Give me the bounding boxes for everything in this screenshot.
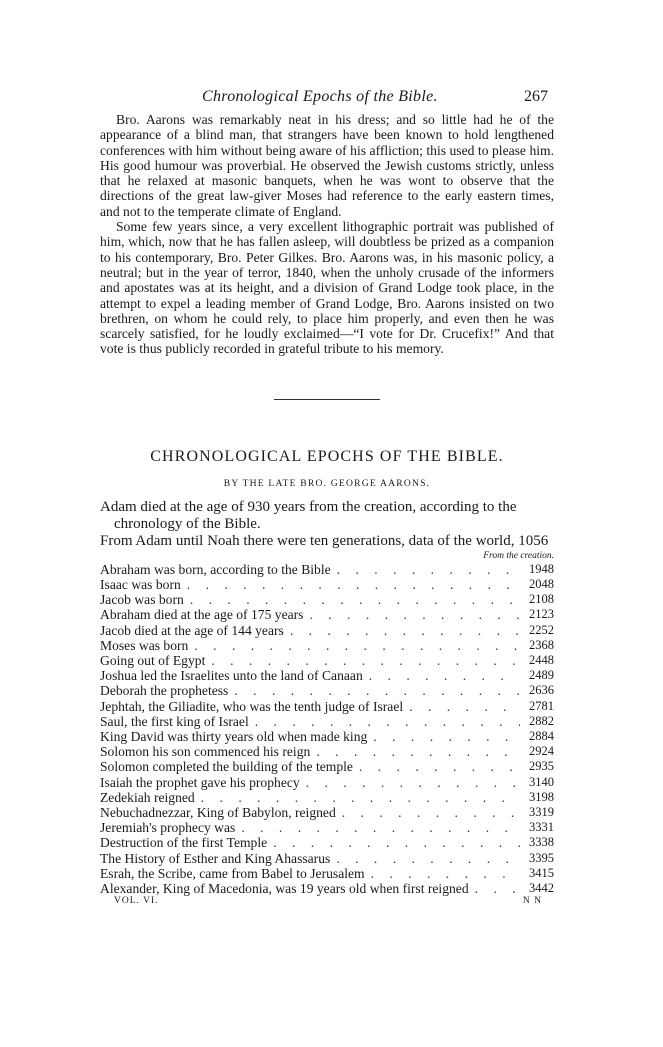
- dot-leader: [300, 775, 520, 790]
- paragraph: Bro. Aarons was remarkably neat in his dress; and so little had he of the appearance of a blind man, that strangers have been known to hold lengthened conferences with him without being aware of his affliction; this used to please him. His good humour was proverbial. He observed the Jewish customs strictly, unless that he relaxed at masonic banquets, when he was wont to observe that the directions of the great law-giver Moses had reference to the early eastern times, and not to the temperate climate of England.: [100, 112, 554, 219]
- epoch-year: 2935: [529, 759, 554, 774]
- dot-leader: [363, 668, 520, 683]
- intro-paragraph: From Adam until Noah there were ten generations, data of the world, 1056: [100, 532, 549, 549]
- page-header: [100, 88, 554, 112]
- dot-leader: [336, 805, 520, 820]
- epoch-year: 3319: [529, 805, 554, 819]
- epoch-entry: [100, 835, 554, 850]
- epoch-year: 2882: [529, 713, 554, 728]
- epoch-entry: [100, 653, 554, 668]
- epoch-year: 3415: [529, 865, 554, 880]
- epoch-event: Moses was born: [100, 637, 189, 653]
- epoch-entry: [100, 668, 554, 683]
- volume-label: VOL. VI.: [114, 896, 159, 907]
- epoch-event: Zedekiah reigned: [100, 789, 195, 805]
- epoch-year: 2108: [529, 592, 554, 607]
- dot-leader: [330, 851, 520, 866]
- epoch-year: 2048: [529, 576, 554, 591]
- article-byline: BY THE LATE BRO. GEORGE AARONS.: [223, 477, 431, 489]
- epoch-event: Jacob died at the age of 144 years: [100, 622, 284, 638]
- epoch-event: Deborah the prophetess: [100, 683, 229, 699]
- epoch-entry: [100, 790, 554, 805]
- epoch-event: Alexander, King of Macedonia, was 19 years old when first reigned: [100, 881, 469, 897]
- page-footer: [100, 896, 554, 910]
- epoch-event: Isaac was born: [100, 576, 181, 592]
- signature-mark: N N: [522, 896, 542, 907]
- epoch-event: King David was thirty years old when made king: [100, 728, 368, 744]
- dot-leader: [331, 562, 520, 577]
- epoch-event: Solomon his son commenced his reign: [100, 744, 311, 760]
- epoch-entry: [100, 623, 554, 638]
- epoch-entry: [100, 592, 554, 607]
- epoch-entry: [100, 851, 554, 866]
- epoch-year: 3338: [529, 835, 554, 850]
- epoch-entry: [100, 577, 554, 592]
- epoch-entry: [100, 699, 554, 714]
- epoch-year: 3140: [529, 774, 554, 789]
- epoch-entry: [100, 866, 554, 881]
- dot-leader: [284, 623, 520, 638]
- epoch-year: 2448: [529, 652, 554, 667]
- intro-paragraph: Adam died at the age of 930 years from the creation, according to the chronology of the Bible.: [100, 498, 517, 532]
- page: [100, 88, 554, 910]
- epoch-entry: [100, 805, 554, 820]
- epoch-event: Jacob was born: [100, 592, 184, 608]
- dot-leader: [205, 653, 520, 668]
- dot-leader: [184, 592, 520, 607]
- epoch-entry: [100, 714, 554, 729]
- epoch-year: 3395: [529, 850, 554, 865]
- epoch-entry: [100, 607, 554, 622]
- running-title: Chronological Epochs of the Bible.: [202, 88, 438, 105]
- epoch-event: Nebuchadnezzar, King of Babylon, reigned: [100, 805, 336, 820]
- epoch-event: Jeremiah's prophecy was: [100, 820, 236, 836]
- epoch-year: 2636: [529, 683, 554, 698]
- epoch-entry: [100, 881, 554, 896]
- section-divider: [274, 399, 380, 400]
- epoch-list: [100, 562, 554, 896]
- dot-leader: [353, 759, 520, 774]
- column-header: From the creation.: [483, 550, 554, 561]
- epoch-event: Joshua led the Israelites unto the land of Canaan: [100, 668, 363, 684]
- dot-leader: [188, 638, 520, 653]
- epoch-year: 3442: [529, 881, 554, 896]
- dot-leader: [249, 714, 520, 729]
- dot-leader: [267, 835, 520, 850]
- dot-leader: [469, 881, 520, 896]
- epoch-event: Going out of Egypt: [100, 652, 206, 668]
- epoch-event: Solomon completed the building of the temple: [100, 759, 353, 775]
- epoch-year: 1948: [529, 561, 554, 576]
- epoch-entry: [100, 820, 554, 835]
- epoch-year: 2252: [529, 622, 554, 637]
- epoch-year: 2884: [529, 728, 554, 743]
- epoch-year: 3198: [529, 789, 554, 804]
- dot-leader: [195, 790, 520, 805]
- epoch-year: 2924: [529, 744, 554, 759]
- epoch-entry: [100, 683, 554, 698]
- epoch-event: The History of Esther and King Ahassarus: [100, 850, 331, 866]
- epoch-year: 2123: [529, 607, 554, 622]
- epoch-event: Abraham died at the age of 175 years: [100, 607, 304, 623]
- epoch-event: Abraham was born, according to the Bible: [100, 561, 331, 577]
- epoch-year: 2781: [529, 698, 554, 713]
- epoch-event: Destruction of the first Temple: [100, 835, 268, 851]
- epoch-event: Esrah, the Scribe, came from Babel to Jerusalem: [100, 865, 365, 881]
- dot-leader: [303, 607, 520, 622]
- epoch-entry: [100, 775, 554, 790]
- epoch-entry: [100, 729, 554, 744]
- epoch-event: Jephtah, the Giliadite, who was the tenth judge of Israel: [100, 698, 404, 714]
- epoch-event: Saul, the first king of Israel: [100, 713, 249, 729]
- dot-leader: [235, 820, 520, 835]
- epoch-entry: [100, 759, 554, 774]
- dot-leader: [310, 744, 520, 759]
- epoch-year: 2489: [529, 668, 554, 683]
- epoch-entry: [100, 638, 554, 653]
- epoch-year: 2368: [529, 637, 554, 652]
- dot-leader: [403, 699, 520, 714]
- dot-leader: [181, 577, 520, 592]
- page-number: 267: [524, 88, 548, 105]
- epoch-year: 3331: [529, 820, 554, 835]
- epoch-entry: [100, 744, 554, 759]
- dot-leader: [228, 683, 520, 698]
- dot-leader: [367, 729, 520, 744]
- dot-leader: [365, 866, 520, 881]
- epoch-event: Isaiah the prophet gave his prophecy: [100, 774, 300, 790]
- paragraph: Some few years since, a very excellent lithographic portrait was published of him, which, now that he has fallen asleep, will doubtless be prized as a companion to his contemporary, Bro. Peter Gilkes. Bro. Aarons was, in his masonic policy, a neutral; but in the year of terror, 1840, when the unholy crusade of the informers and apostates was at its height, and a division of Grand Lodge took place, in the attempt to expel a leading member of Grand Lodge, Bro. Aarons insisted on two brethren, on whom he could rely, to place him properly, and even then he was scarcely satisfied, for he loudly exclaimed—“I vote for Dr. Crucefix!” And that vote is thus publicly recorded in grateful tribute to his memory.: [100, 219, 554, 357]
- epoch-entry: [100, 562, 554, 577]
- article-title: CHRONOLOGICAL EPOCHS OF THE BIBLE.: [150, 447, 504, 465]
